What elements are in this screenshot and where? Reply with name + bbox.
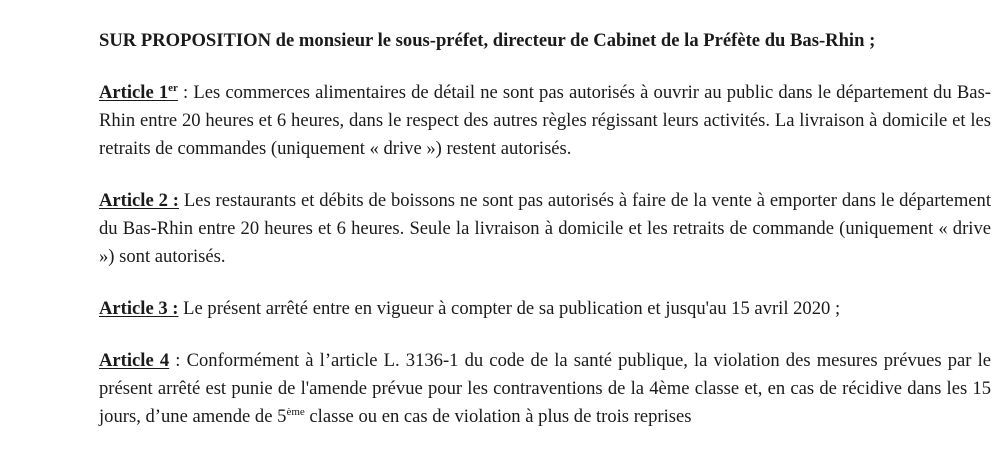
article-4 — [99, 347, 991, 431]
article-1-label-text: Article 1 — [99, 82, 169, 103]
document-page — [99, 27, 991, 431]
article-3-text: Le présent arrêté entre en vigueur à compter de sa publication et jusqu'au 15 avril 2020 ; — [178, 298, 841, 319]
article-2-text: Les restaurants et débits de boissons ne sont pas autorisés à faire de la vente à emporter dans le département du Bas-Rhin entre 20 heures et 6 heures. Seule la livraison à domicile et les retraits de commande (uniquement « drive ») sont autorisés. — [99, 190, 991, 267]
article-1-text: Les commerces alimentaires de détail ne sont pas autorisés à ouvrir au public dans le département du Bas-Rhin entre 20 heures et 6 heures, dans le respect des autres règles régissant leurs activités. La livraison à domicile et les retraits de commandes (uniquement « drive ») restent autorisés. — [99, 82, 991, 159]
article-4-label: Article 4 — [99, 350, 170, 371]
article-4-superscript: ème — [286, 405, 305, 418]
article-4-text: Conformément à l’article L. 3136-1 du code de la santé publique, la violation des mesures prévues par le présent arrêté est punie de l'amende prévue pour les contraventions de la 4ème classe et, en cas de récidive dans les 15 jours, d’une amende de 5 — [99, 350, 992, 427]
document-heading: SUR PROPOSITION de monsieur le sous-préfet, directeur de Cabinet de la Préfète du Bas-Rhin ; — [99, 30, 876, 51]
article-2 — [99, 187, 991, 271]
article-1-label-superscript: er — [168, 81, 178, 94]
article-2-label: Article 2 : — [99, 190, 179, 211]
article-4-separator: : — [169, 350, 187, 371]
article-1-separator: : — [177, 82, 194, 103]
article-4-text-end: classe ou en cas de violation à plus de trois reprises — [304, 406, 692, 427]
article-3-label: Article 3 : — [99, 298, 179, 319]
article-3 — [99, 295, 991, 323]
article-1-label — [99, 82, 178, 103]
article-1 — [99, 79, 991, 163]
